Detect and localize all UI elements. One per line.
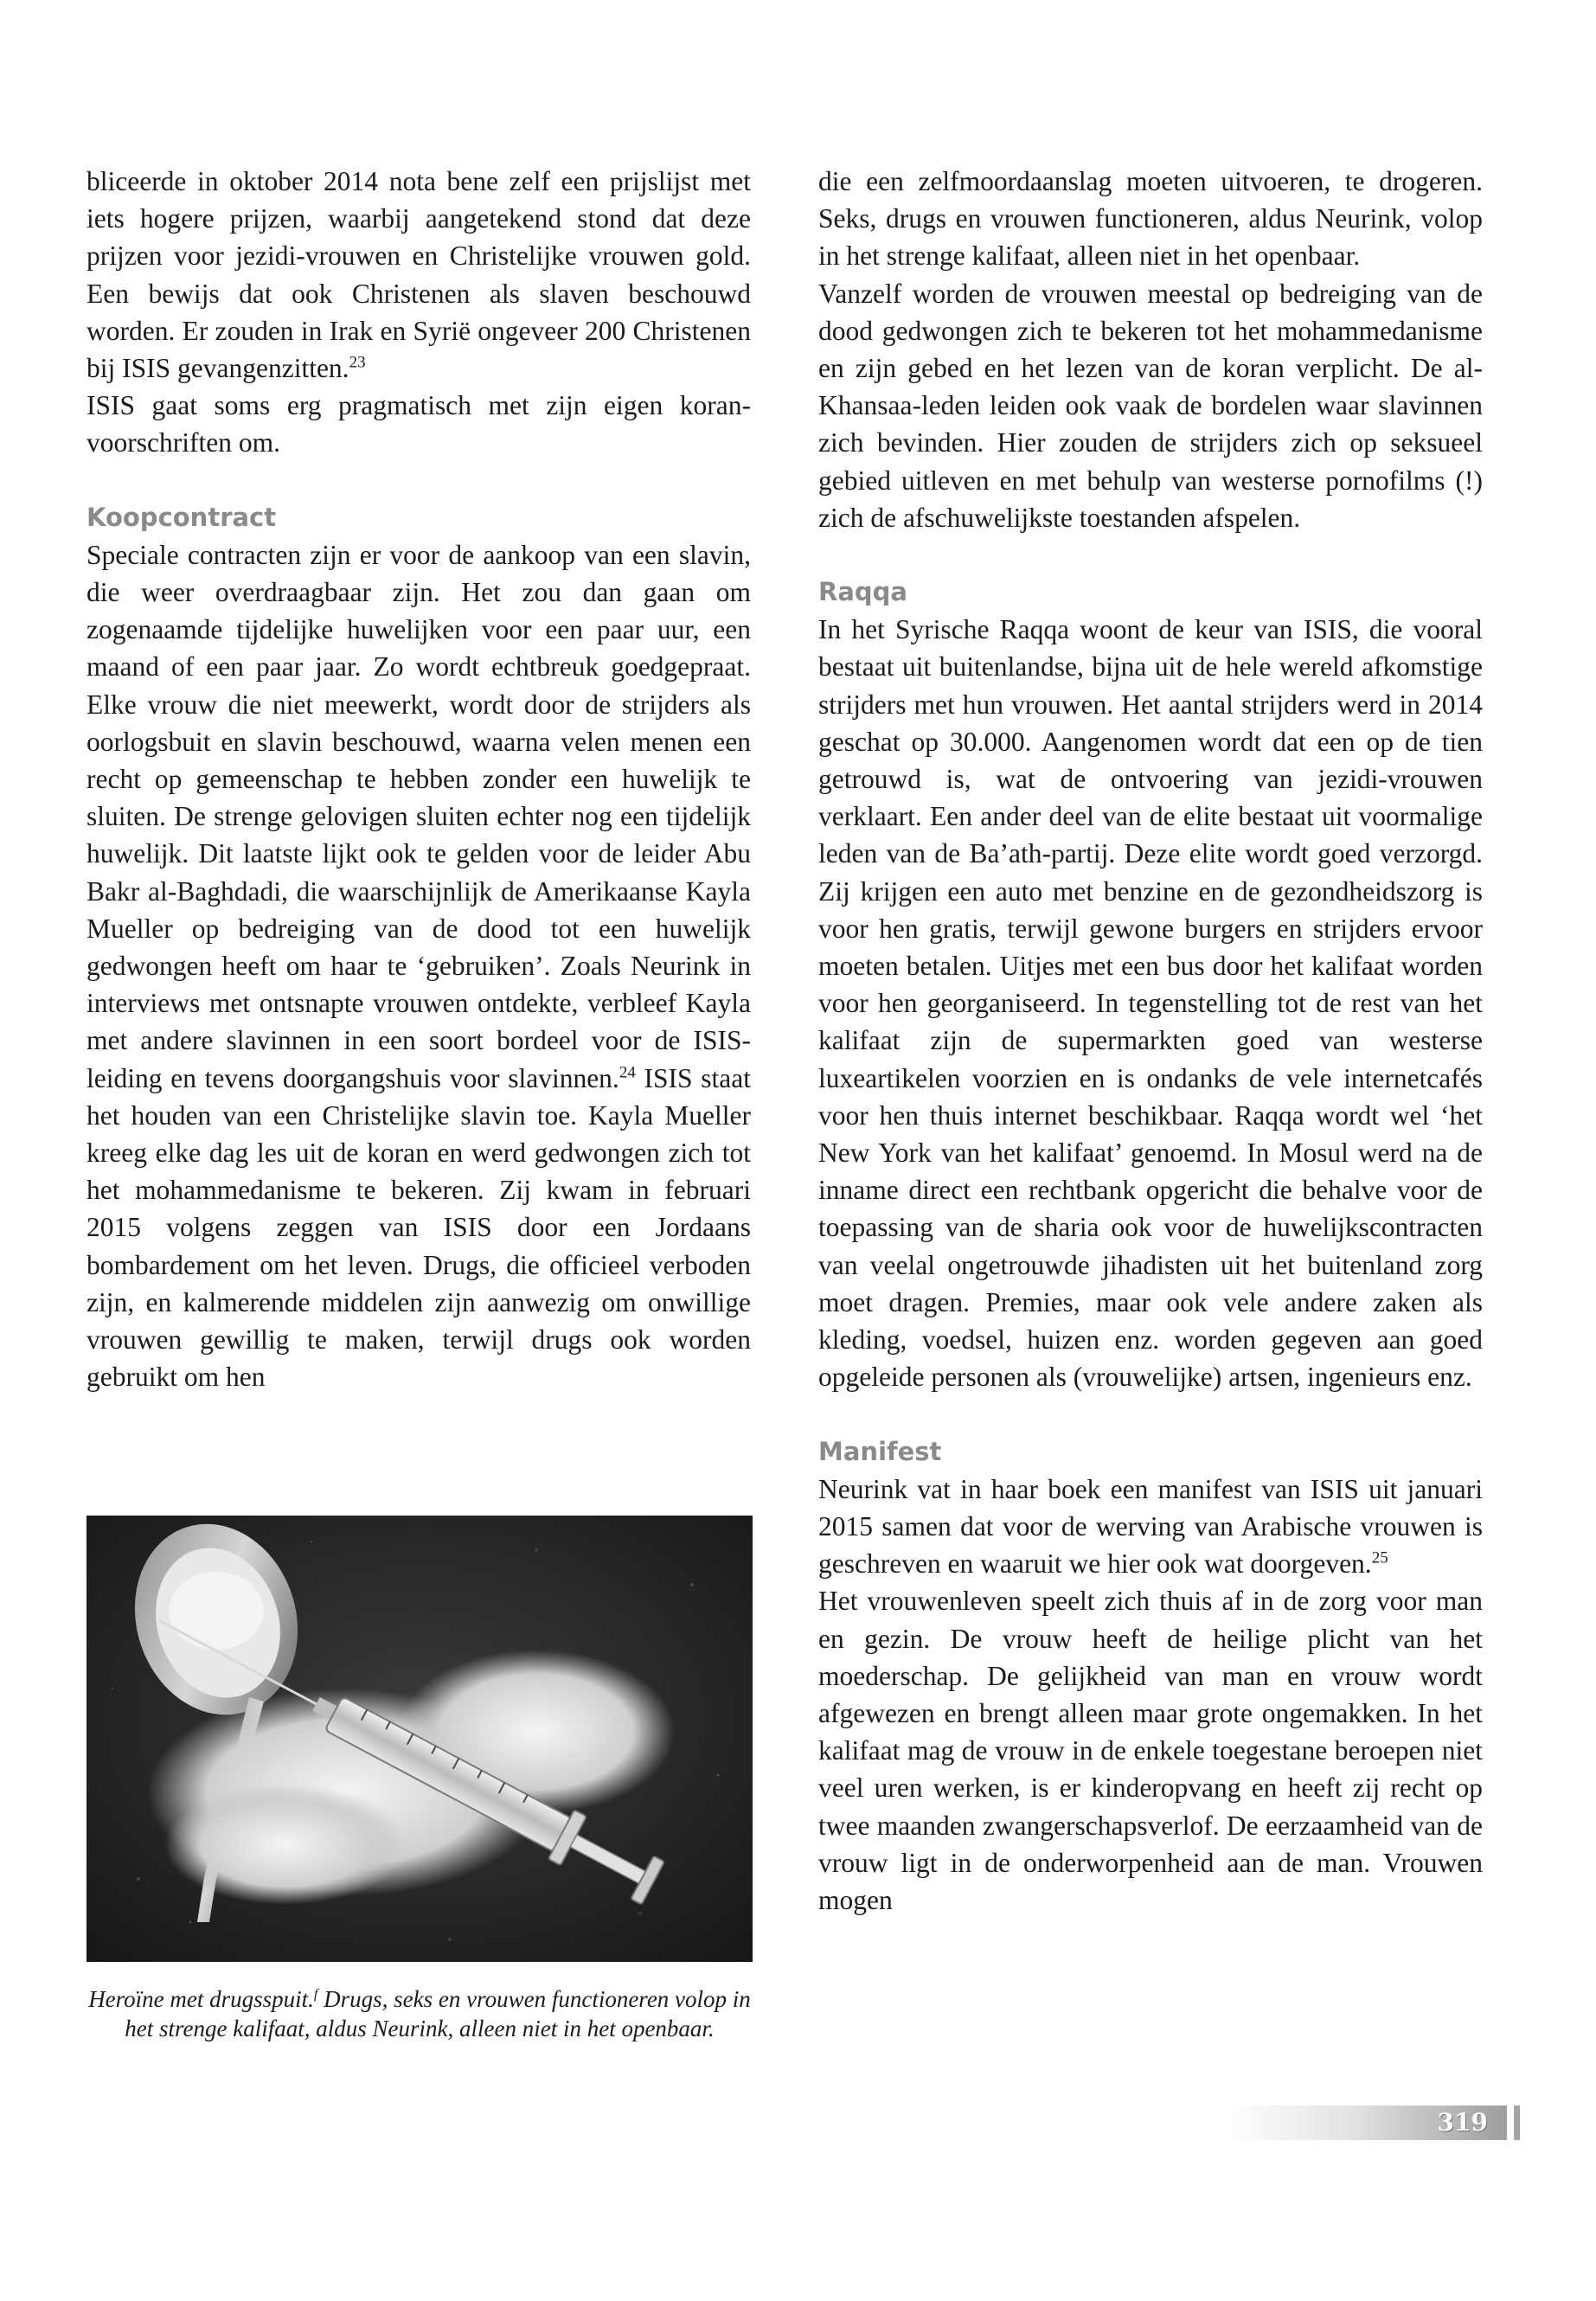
footnote-ref[interactable]: 25 <box>1371 1548 1388 1567</box>
paragraph: In het Syrische Raqqa woont de keur van ISIS, die vooral bestaat uit buitenlandse, bijna uit de hele wereld afkomstige strijders met hun vrouwen. Het aantal strijders werd in 2014 geschat op 30.000. Aangenomen wordt dat een op de tien getrouwd is, wat de ontvoering van jezidi-vrouwen verklaart. Een ander deel van de elite bestaat uit voormalige leden van de Ba’ath-partij. Deze elite wordt goed verzorgd. Zij krijgen een auto met benzine en de gezondheidszorg is voor hen gratis, terwijl gewone burgers en strijders ervoor moeten betalen. Uitjes met een bus door het kalifaat worden voor hen georganiseerd. In tegenstelling tot de rest van het kalifaat zijn de supermarkten goed van westerse luxeartikelen voorzien en is ondanks de vele internetcafés voor hen thuis internet beschikbaar. Raqqa wordt wel ‘het New York van het kalifaat’ genoemd. In Mosul werd na de inname direct een rechtbank opgericht die behalve voor de toepassing van de sharia ook voor de huwelijkscontracten van veelal ongetrouwde jihadisten uit het buitenland zorg moet dragen. Premies, maar ook vele andere zaken als kleding, voedsel, huizen enz. worden gegeven aan goed opgeleide personen als (vrouwelijke) artsen, ingenieurs enz. <box>818 614 1483 1393</box>
paragraph-text: ISIS staat het houden van een Christelijke slavin toe. Kayla Mueller kreeg elke dag les uit de koran en werd gedwongen zich tot het mohammedanisme te bekeren. Zij kwam in februari 2015 volgens zeggen van ISIS door een Jordaans bombardement om het leven. Drugs, die officieel verboden zijn, en kalmerende middelen zijn aanwezig om onwillige vrouwen gewillig te maken, terwijl drugs ook worden gebruikt om hen <box>87 1062 751 1393</box>
paragraph-text: bliceerde in oktober 2014 nota bene zelf een prijslijst met iets hogere prijzen, waarbij aangetekend stond dat deze prijzen voor jezidi-vrouwen en Christelijke vrouwen gold. Een bewijs dat ook Christenen als slaven beschouwd worden. Er zouden in Irak en Syrië ongeveer 200 Christenen bij ISIS gevangenzitten. <box>87 166 751 384</box>
section-heading-raqqa: Raqqa <box>818 577 907 607</box>
footnote-ref[interactable]: 24 <box>619 1063 636 1082</box>
caption-text: Drugs, seks en vrouwen functioneren volop in het strenge kalifaat, aldus Neurink, alleen niet in het openbaar. <box>125 1986 751 2041</box>
heroin-syringe-photo <box>87 1516 753 1962</box>
page-footer <box>1228 2106 1507 2140</box>
section-heading-koopcontract: Koopcontract <box>87 502 277 532</box>
paragraph <box>818 1471 1483 1583</box>
footnote-ref[interactable]: f <box>313 1987 318 2002</box>
right-column <box>818 163 1483 1919</box>
paragraph: die een zelfmoordaanslag moeten uitvoeren, te drogeren. Seks, drugs en vrouwen functioneren, aldus Neurink, volop in het strenge kalifaat, alleen niet in het openbaar. <box>818 166 1483 272</box>
caption-text: Heroïne met drugsspuit. <box>88 1986 314 2012</box>
paragraph <box>87 163 751 387</box>
page-number: 319 <box>1437 2108 1488 2137</box>
paragraph-text: Neurink vat in haar boek een manifest van ISIS uit januari 2015 samen dat voor de werving van Arabische vrouwen is geschreven en waaruit we hier ook wat doorgeven. <box>818 1473 1483 1580</box>
figure-caption <box>87 1984 753 2043</box>
paragraph <box>87 536 751 1396</box>
paragraph: Het vrouwenleven speelt zich thuis af in de zorg voor man en gezin. De vrouw heeft de heilige plicht van het moederschap. De gelijkheid van man en vrouw wordt afgewezen en brengt alleen maar grote ongemakken. In het kalifaat mag de vrouw in de enkele toegestane beroepen niet veel uren werken, is er kinderopvang en heeft zij recht op twee maanden zwangerschapsverlof. De eerzaamheid van de vrouw ligt in de onderworpenheid aan de man. Vrouwen mogen <box>818 1586 1483 1915</box>
section-heading-manifest: Manifest <box>818 1436 942 1466</box>
figure <box>87 1516 753 2043</box>
footer-divider <box>1514 2106 1520 2140</box>
paragraph: ISIS gaat soms erg pragmatisch met zijn eigen koranvoorschriften om. <box>87 390 751 458</box>
left-column <box>87 163 751 1396</box>
paragraph: Vanzelf worden de vrouwen meestal op bedreiging van de dood gedwongen zich te bekeren tot het mohammedanisme en zijn gebed en het lezen van de koran verplicht. De al-Khansaa-leden leiden ook vaak de bordelen waar slavinnen zich bevinden. Hier zouden de strijders zich op seksueel gebied uitleven en met behulp van westerse pornofilms (!) zich de afschuwelijkste toestanden afspelen. <box>818 278 1483 533</box>
paragraph-text: Speciale contracten zijn er voor de aankoop van een slavin, die weer overdraagbaar zijn. Het zou dan gaan om zogenaamde tijdelijke huwelijken voor een paar uur, een maand of een paar jaar. Zo wordt echtbreuk goedgepraat. Elke vrouw die niet meewerkt, wordt door de strijders als oorlogsbuit en slavin beschouwd, waarna velen menen een recht op gemeenschap te hebben zonder een huwelijk te sluiten. De strenge gelovigen sluiten echter nog een tijdelijk huwelijk. Dit laatste lijkt ook te gelden voor de leider Abu Bakr al-Baghdadi, die waarschijnlijk de Amerikaanse Kayla Mueller op bedreiging van de dood tot een huwelijk gedwongen heeft om haar te ‘gebruiken’. Zoals Neurink in interviews met ontsnapte vrouwen ontdekte, verbleef Kayla met andere slavinnen in een soort bordeel voor de ISIS-leiding en tevens doorgangshuis voor slavinnen. <box>87 539 751 1093</box>
footnote-ref[interactable]: 23 <box>349 353 366 372</box>
